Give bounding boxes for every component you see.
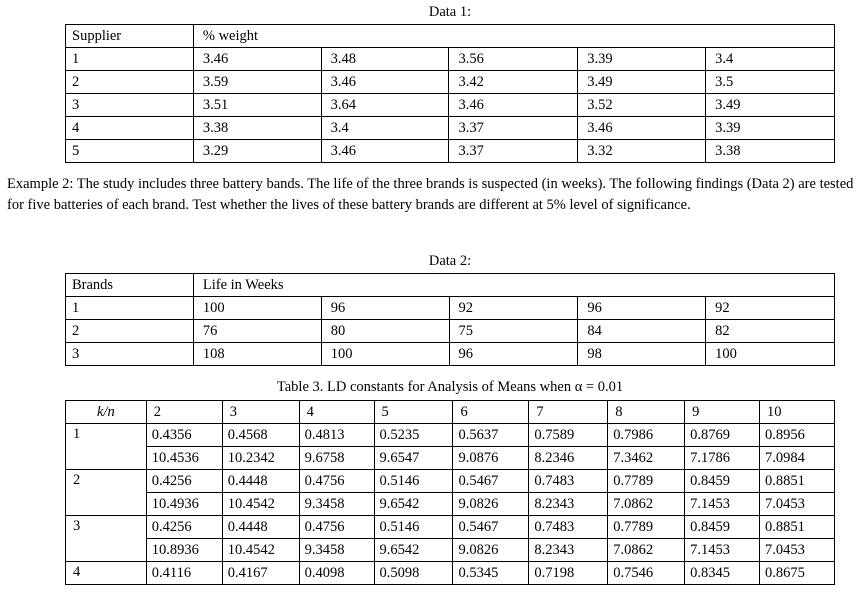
data1-row	[66, 71, 835, 94]
table3-cell: 8.2343	[529, 493, 608, 516]
table3-row	[66, 562, 835, 585]
data1-cell: 3.32	[578, 140, 706, 163]
table3-cell: 7.1453	[685, 493, 760, 516]
table3-cell: 0.7483	[529, 516, 608, 539]
data2-cell: 96	[321, 297, 449, 320]
table3-cell: 9.0876	[453, 447, 529, 470]
table3-cell: 0.4756	[299, 470, 374, 493]
table3-n-header: 9	[685, 401, 760, 424]
table3-cell: 10.4936	[146, 493, 222, 516]
data1-header-row	[66, 25, 835, 48]
table3-cell: 0.4756	[299, 516, 374, 539]
table3-cell: 0.5467	[453, 516, 529, 539]
data2-row	[66, 297, 835, 320]
data1-cell: 3.37	[449, 140, 578, 163]
table3-row	[66, 516, 835, 539]
table3-n-header: 4	[299, 401, 374, 424]
table3-cell: 9.0826	[453, 539, 529, 562]
table3-cell: 0.4098	[299, 562, 374, 585]
data2-table	[65, 273, 835, 366]
data1-cell: 3.46	[321, 71, 449, 94]
table3-cell: 9.6542	[374, 539, 453, 562]
data1-cell: 3.51	[193, 94, 321, 117]
data1-cell: 3.56	[449, 48, 578, 71]
data1-header-supplier: Supplier	[66, 25, 194, 48]
data1-cell: 3.4	[321, 117, 449, 140]
table3-cell: 0.4568	[222, 424, 299, 447]
table3-row	[66, 493, 835, 516]
data2-cell: 100	[706, 343, 835, 366]
table3-cell: 0.5146	[374, 470, 453, 493]
data2-cell: 92	[706, 297, 835, 320]
example2-paragraph: Example 2: The study includes three battery bands. The life of the three brands is suspected (in weeks). The following findings (Data 2) are tested for five batteries of each brand. Test whether the lives of these battery brands are different at 5% level of significance.	[7, 176, 854, 213]
table3-cell: 0.4448	[222, 470, 299, 493]
data2-cell: 92	[449, 297, 578, 320]
table3-cell: 7.3462	[608, 447, 685, 470]
table3-cell: 0.5098	[374, 562, 453, 585]
table3-cell: 0.7589	[529, 424, 608, 447]
data2-cell: 100	[193, 297, 321, 320]
table3-cell: 10.2342	[222, 447, 299, 470]
data1-cell: 3.64	[321, 94, 449, 117]
data1-cell: 3.48	[321, 48, 449, 71]
table3-cell: 7.0453	[760, 493, 835, 516]
table3-corner-kn: k/n	[66, 401, 147, 424]
table3-cell: 0.8769	[685, 424, 760, 447]
data2-cell: 80	[321, 320, 449, 343]
data2-row	[66, 320, 835, 343]
data1-cell: 3.38	[193, 117, 321, 140]
table3-cell: 9.3458	[299, 539, 374, 562]
data1-cell: 1	[66, 48, 194, 71]
table3-row	[66, 470, 835, 493]
table3-cell: 0.8851	[760, 516, 835, 539]
data1-cell: 3.37	[449, 117, 578, 140]
table3-cell: 9.6547	[374, 447, 453, 470]
data2-cell: 1	[66, 297, 194, 320]
table3-cell: 0.8675	[760, 562, 835, 585]
data1-cell: 2	[66, 71, 194, 94]
table3-k-label: 2	[66, 470, 147, 516]
table3-n-header: 8	[608, 401, 685, 424]
data2-header-row	[66, 274, 835, 297]
table3-cell: 9.6758	[299, 447, 374, 470]
table3-cell: 8.2346	[529, 447, 608, 470]
table3-cell: 7.0862	[608, 539, 685, 562]
table3-cell: 0.7198	[529, 562, 608, 585]
table3-cell: 0.5146	[374, 516, 453, 539]
table3-cell: 0.4813	[299, 424, 374, 447]
data1-caption: Data 1:	[428, 4, 472, 20]
data1-cell: 3.29	[193, 140, 321, 163]
table3-cell: 0.5345	[453, 562, 529, 585]
data1-cell: 3.46	[193, 48, 321, 71]
data2-cell: 98	[578, 343, 706, 366]
table3-cell: 0.5235	[374, 424, 453, 447]
table3-cell: 7.1453	[685, 539, 760, 562]
table3-n-header: 7	[529, 401, 608, 424]
data2-cell: 96	[578, 297, 706, 320]
table3-cell: 0.8851	[760, 470, 835, 493]
data1-cell: 3.46	[578, 117, 706, 140]
data1-row	[66, 117, 835, 140]
data2-cell: 3	[66, 343, 194, 366]
table3-cell: 0.4256	[146, 470, 222, 493]
table3-n-header: 3	[222, 401, 299, 424]
data1-row	[66, 94, 835, 117]
table3-cell: 0.7986	[608, 424, 685, 447]
data2-row	[66, 343, 835, 366]
data1-cell: 3.5	[706, 71, 835, 94]
data1-cell: 3.42	[449, 71, 578, 94]
data2-cell: 82	[706, 320, 835, 343]
data2-cell: 108	[193, 343, 321, 366]
table3-header-row	[66, 401, 835, 424]
data1-row	[66, 48, 835, 71]
data2-cell: 75	[449, 320, 578, 343]
table3-cell: 9.6542	[374, 493, 453, 516]
table3-k-label: 4	[66, 562, 147, 585]
table3-row	[66, 447, 835, 470]
table3-cell: 0.8345	[685, 562, 760, 585]
table3-cell: 10.4542	[222, 539, 299, 562]
table3-table	[65, 400, 835, 585]
table3-cell: 8.2343	[529, 539, 608, 562]
table3-caption: Table 3. LD constants for Analysis of Means when α = 0.01	[276, 379, 624, 395]
table3-k-label: 1	[66, 424, 147, 470]
data2-cell: 100	[321, 343, 449, 366]
data1-cell: 3.39	[706, 117, 835, 140]
table3-row	[66, 424, 835, 447]
data1-cell: 5	[66, 140, 194, 163]
table3-cell: 7.0453	[760, 539, 835, 562]
table3-cell: 10.4542	[222, 493, 299, 516]
table3-cell: 0.4256	[146, 516, 222, 539]
table3-cell: 10.4536	[146, 447, 222, 470]
data1-cell: 3.38	[706, 140, 835, 163]
table3-cell: 7.0862	[608, 493, 685, 516]
table3-cell: 0.8459	[685, 516, 760, 539]
data2-cell: 76	[193, 320, 321, 343]
data2-caption: Data 2:	[428, 253, 472, 269]
data1-cell: 3.46	[321, 140, 449, 163]
table3-cell: 9.0826	[453, 493, 529, 516]
data1-row	[66, 140, 835, 163]
table3-cell: 0.5637	[453, 424, 529, 447]
table3-cell: 0.7789	[608, 516, 685, 539]
table3-row	[66, 539, 835, 562]
table3-cell: 0.4356	[146, 424, 222, 447]
data1-cell: 3.4	[706, 48, 835, 71]
table3-k-label: 3	[66, 516, 147, 562]
data2-cell: 96	[449, 343, 578, 366]
table3-cell: 10.8936	[146, 539, 222, 562]
table3-cell: 0.7483	[529, 470, 608, 493]
table3-n-header: 10	[760, 401, 835, 424]
table3-cell: 0.4448	[222, 516, 299, 539]
data2-cell: 2	[66, 320, 194, 343]
table3-cell: 0.5467	[453, 470, 529, 493]
data1-cell: 3.49	[706, 94, 835, 117]
table3-n-header: 6	[453, 401, 529, 424]
data1-table	[65, 24, 835, 163]
table3-cell: 0.7546	[608, 562, 685, 585]
data1-cell: 3.46	[449, 94, 578, 117]
table3-cell: 0.7789	[608, 470, 685, 493]
table3-n-header: 5	[374, 401, 453, 424]
table3-cell: 7.0984	[760, 447, 835, 470]
data1-cell: 3.59	[193, 71, 321, 94]
data1-cell: 3.49	[578, 71, 706, 94]
table3-cell: 7.1786	[685, 447, 760, 470]
data1-cell: 4	[66, 117, 194, 140]
data1-cell: 3	[66, 94, 194, 117]
table3-cell: 9.3458	[299, 493, 374, 516]
data2-header-brands: Brands	[66, 274, 194, 297]
table3-cell: 0.8459	[685, 470, 760, 493]
table3-cell: 0.4167	[222, 562, 299, 585]
data1-cell: 3.39	[578, 48, 706, 71]
table3-cell: 0.8956	[760, 424, 835, 447]
table3-n-header: 2	[146, 401, 222, 424]
data2-header-life: Life in Weeks	[193, 274, 834, 297]
data1-cell: 3.52	[578, 94, 706, 117]
data1-header-weight: % weight	[193, 25, 834, 48]
data2-cell: 84	[578, 320, 706, 343]
table3-cell: 0.4116	[146, 562, 222, 585]
